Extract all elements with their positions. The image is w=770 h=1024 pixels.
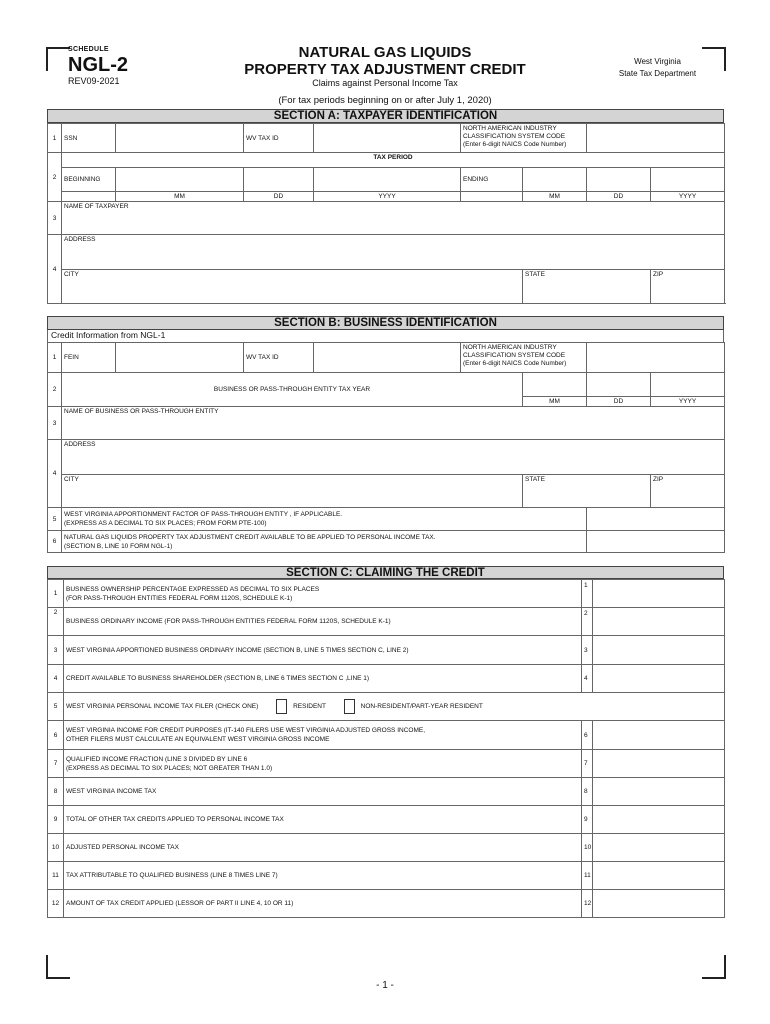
ssn-label: SSN: [62, 124, 116, 153]
b-line5-text1: WEST VIRGINIA APPORTIONMENT FACTOR OF PASS-THROUGH ENTITY , IF APPLICABLE.: [64, 511, 343, 518]
section-c-table: [47, 579, 725, 918]
form-title-line1: NATURAL GAS LIQUIDS: [298, 44, 472, 61]
b-line6-text1: NATURAL GAS LIQUIDS PROPERTY TAX ADJUSTMENT CREDIT AVAILABLE TO BE APPLIED TO PERSONAL INCOME TAX.: [64, 533, 436, 541]
form-title-line2: PROPERTY TAX ADJUSTMENT CREDIT: [244, 61, 526, 78]
a-line3-number: 3: [48, 202, 62, 235]
a-zip-field[interactable]: [651, 270, 725, 304]
credit-available-field[interactable]: [587, 531, 725, 553]
corner-mark-bottom-right: [702, 955, 726, 979]
b-naics-field[interactable]: [587, 343, 725, 373]
c-line7-text2: (EXPRESS AS DECIMAL TO SIX PLACES; NOT GREATER THAN 1.0): [66, 764, 273, 772]
a-line2-number: 2: [48, 153, 62, 202]
b-line5-number: 5: [48, 508, 62, 531]
tax-year-yyyy-caption: YYYY: [651, 397, 725, 407]
c-line6-text1: WEST VIRGINIA INCOME FOR CREDIT PURPOSES (IT-140 FILERS USE WEST VIRGINIA ADJUSTED GROSS INCOME,: [66, 727, 426, 734]
c-line4-number: 4: [48, 665, 64, 693]
wv-income-tax-field[interactable]: [593, 778, 725, 806]
a-address-field[interactable]: [62, 235, 725, 270]
b-zip-label: ZIP: [653, 476, 664, 483]
c-line7-text1: QUALIFIED INCOME FRACTION (LINE 3 DIVIDED BY LINE 6: [66, 755, 248, 763]
b-wv-tax-id-field[interactable]: [314, 343, 461, 373]
c-line12-text: AMOUNT OF TAX CREDIT APPLIED (LESSOR OF PART II LINE 4, 10 OR 11): [64, 890, 582, 918]
b-city-field[interactable]: [62, 475, 523, 508]
ending-dd-caption: DD: [587, 192, 651, 202]
revision-label: REV09-2021: [68, 76, 120, 86]
tax-year-dd-caption: DD: [587, 397, 651, 407]
business-name-field[interactable]: [62, 407, 725, 440]
c-line1-number: 1: [48, 580, 64, 608]
ending-dd-field[interactable]: [587, 168, 651, 192]
section-b-title: SECTION B: BUSINESS IDENTIFICATION: [47, 316, 724, 330]
a-naics-label: NORTH AMERICAN INDUSTRY CLASSIFICATION SYSTEM CODE (Enter 6-digit NAICS Code Number): [461, 124, 587, 153]
ownership-percentage-field[interactable]: [593, 580, 725, 608]
c-box9-number: 9: [582, 806, 593, 834]
nonresident-checkbox[interactable]: [344, 699, 355, 714]
a-line1-number: 1: [48, 124, 62, 153]
c-line1-text: [64, 580, 582, 608]
c-line6-number: 6: [48, 721, 64, 750]
a-zip-label: ZIP: [653, 271, 664, 278]
c-box4-number: 4: [582, 665, 593, 693]
b-zip-field[interactable]: [651, 475, 725, 508]
taxpayer-name-field[interactable]: [62, 202, 725, 235]
tax-year-dd-field[interactable]: [587, 373, 651, 397]
beginning-dd-caption: DD: [244, 192, 314, 202]
ordinary-income-field[interactable]: [593, 608, 725, 636]
b-line5-text: [62, 508, 587, 531]
c-line9-number: 9: [48, 806, 64, 834]
c-line2-number: 2: [48, 608, 64, 636]
tax-attributable-field[interactable]: [593, 862, 725, 890]
a-wv-tax-id-label: WV TAX ID: [244, 124, 314, 153]
corner-mark-bottom-left: [46, 955, 70, 979]
c-line8-number: 8: [48, 778, 64, 806]
income-fraction-field[interactable]: [593, 750, 725, 778]
beginning-label: BEGINNING: [62, 168, 116, 192]
b-address-label: ADDRESS: [64, 441, 96, 448]
schedule-label: SCHEDULE: [68, 46, 109, 53]
a-city-field[interactable]: [62, 270, 523, 304]
taxpayer-name-label: NAME OF TAXPAYER: [64, 203, 129, 210]
b-line6-text: [62, 531, 587, 553]
b-line6-number: 6: [48, 531, 62, 553]
form-number: NGL-2: [68, 54, 128, 76]
c-line7-number: 7: [48, 750, 64, 778]
c-box3-number: 3: [582, 636, 593, 665]
ending-yyyy-field[interactable]: [651, 168, 725, 192]
c-line11-number: 11: [48, 862, 64, 890]
beginning-yyyy-caption: YYYY: [314, 192, 461, 202]
section-a-title: SECTION A: TAXPAYER IDENTIFICATION: [47, 109, 724, 123]
b-line3-number: 3: [48, 407, 62, 440]
tax-year-mm-caption: MM: [523, 397, 587, 407]
c-box11-number: 11: [582, 862, 593, 890]
agency-name: [600, 56, 715, 80]
c-line1-text1: BUSINESS OWNERSHIP PERCENTAGE EXPRESSED AS DECIMAL TO SIX PLACES: [66, 585, 320, 593]
c-box1-number: 1: [582, 580, 593, 608]
agency-line2: State Tax Department: [618, 69, 697, 78]
c-line8-text: WEST VIRGINIA INCOME TAX: [64, 778, 582, 806]
c-line11-text: TAX ATTRIBUTABLE TO QUALIFIED BUSINESS (LINE 8 TIMES LINE 7): [64, 862, 582, 890]
ending-mm-caption: MM: [523, 192, 587, 202]
credit-applied-field[interactable]: [593, 890, 725, 918]
resident-label: RESIDENT: [293, 703, 326, 711]
c-line1-text2: (FOR PASS-THROUGH ENTITIES FEDERAL FORM 1120S, SCHEDULE K-1): [66, 594, 293, 602]
section-a-table: [47, 123, 725, 304]
c-box7-number: 7: [582, 750, 593, 778]
apportioned-income-field[interactable]: [593, 636, 725, 665]
wv-income-field[interactable]: [593, 721, 725, 750]
ssn-field[interactable]: [116, 124, 244, 153]
c-line2-text: BUSINESS ORDINARY INCOME (FOR PASS-THROUGH ENTITIES FEDERAL FORM 1120S, SCHEDULE K-1): [64, 608, 582, 636]
resident-checkbox[interactable]: [276, 699, 287, 714]
c-line3-number: 3: [48, 636, 64, 665]
form-subtitle: Claims against Personal Income Tax: [312, 78, 458, 88]
corner-mark-top-left: [46, 47, 70, 71]
tax-year-label: BUSINESS OR PASS-THROUGH ENTITY TAX YEAR: [62, 373, 523, 407]
c-box2-number: 2: [582, 608, 593, 636]
ending-mm-field[interactable]: [523, 168, 587, 192]
beginning-dd-field[interactable]: [244, 168, 314, 192]
c-box12-number: 12: [582, 890, 593, 918]
b-line6-text2: (SECTION B, LINE 10 FORM NGL-1): [64, 542, 173, 550]
c-line4-text: CREDIT AVAILABLE TO BUSINESS SHAREHOLDER (SECTION B, LINE 6 TIMES SECTION C ,LINE 1): [64, 665, 582, 693]
beginning-mm-caption: MM: [116, 192, 244, 202]
apportionment-factor-field[interactable]: [587, 508, 725, 531]
b-naics-label: NORTH AMERICAN INDUSTRY CLASSIFICATION SYSTEM CODE (Enter 6-digit NAICS Code Number): [461, 343, 587, 373]
a-naics-field[interactable]: [587, 124, 725, 153]
tax-period-note: (For tax periods beginning on or after July 1, 2020): [278, 95, 492, 106]
b-state-field[interactable]: [523, 475, 651, 508]
b-line2-number: 2: [48, 373, 62, 407]
fein-field[interactable]: [116, 343, 244, 373]
ending-label: ENDING: [461, 168, 523, 192]
nonresident-label: NON-RESIDENT/PART-YEAR RESIDENT: [360, 703, 483, 711]
a-state-label: STATE: [525, 271, 545, 278]
credit-info-label: Credit Information from NGL-1: [47, 330, 724, 342]
adjusted-tax-field[interactable]: [593, 834, 725, 862]
beginning-yyyy-field[interactable]: [314, 168, 461, 192]
b-line5-text2: (EXPRESS AS A DECIMAL TO SIX PLACES; FROM FORM PTE-100): [64, 520, 267, 527]
c-line10-text: ADJUSTED PERSONAL INCOME TAX: [64, 834, 582, 862]
b-line1-number: 1: [48, 343, 62, 373]
b-city-label: CITY: [64, 476, 79, 483]
fein-label: FEIN: [62, 343, 116, 373]
agency-line1: West Virginia: [634, 57, 681, 66]
c-line7-text: [64, 750, 582, 778]
section-c-title: SECTION C: CLAIMING THE CREDIT: [47, 566, 724, 579]
business-name-label: NAME OF BUSINESS OR PASS-THROUGH ENTITY: [64, 408, 219, 415]
c-line10-number: 10: [48, 834, 64, 862]
c-line5-row: [64, 693, 725, 721]
tax-year-mm-field[interactable]: [523, 373, 587, 397]
tax-year-yyyy-field[interactable]: [651, 373, 725, 397]
c-line5-number: 5: [48, 693, 64, 721]
other-credits-field[interactable]: [593, 806, 725, 834]
b-state-label: STATE: [525, 476, 545, 483]
a-state-field[interactable]: [523, 270, 651, 304]
c-box6-number: 6: [582, 721, 593, 750]
b-address-field[interactable]: [62, 440, 725, 475]
c-line12-number: 12: [48, 890, 64, 918]
c-line3-text: WEST VIRGINIA APPORTIONED BUSINESS ORDINARY INCOME (SECTION B, LINE 5 TIMES SECTION C, LINE 2): [64, 636, 582, 665]
shareholder-credit-field[interactable]: [593, 665, 725, 693]
a-wv-tax-id-field[interactable]: [314, 124, 461, 153]
a-city-label: CITY: [64, 271, 79, 278]
ending-yyyy-caption: YYYY: [651, 192, 725, 202]
c-box10-number: 10: [582, 834, 593, 862]
c-line9-text: TOTAL OF OTHER TAX CREDITS APPLIED TO PERSONAL INCOME TAX: [64, 806, 582, 834]
c-box8-number: 8: [582, 778, 593, 806]
beginning-mm-field[interactable]: [116, 168, 244, 192]
a-address-label: ADDRESS: [64, 236, 96, 243]
b-line4-number: 4: [48, 440, 62, 508]
c-line5-text: WEST VIRGINIA PERSONAL INCOME TAX FILER (CHECK ONE): [66, 703, 259, 711]
section-b-table: [47, 342, 725, 553]
a-line4-number: 4: [48, 235, 62, 304]
page-number: - 1 -: [376, 980, 394, 991]
b-wv-tax-id-label: WV TAX ID: [244, 343, 314, 373]
tax-period-heading: TAX PERIOD: [62, 153, 725, 168]
c-line6-text2: OTHER FILERS MUST CALCULATE AN EQUIVALENT WEST VIRGINIA GROSS INCOME: [66, 736, 330, 743]
c-line6-text: [64, 721, 582, 750]
